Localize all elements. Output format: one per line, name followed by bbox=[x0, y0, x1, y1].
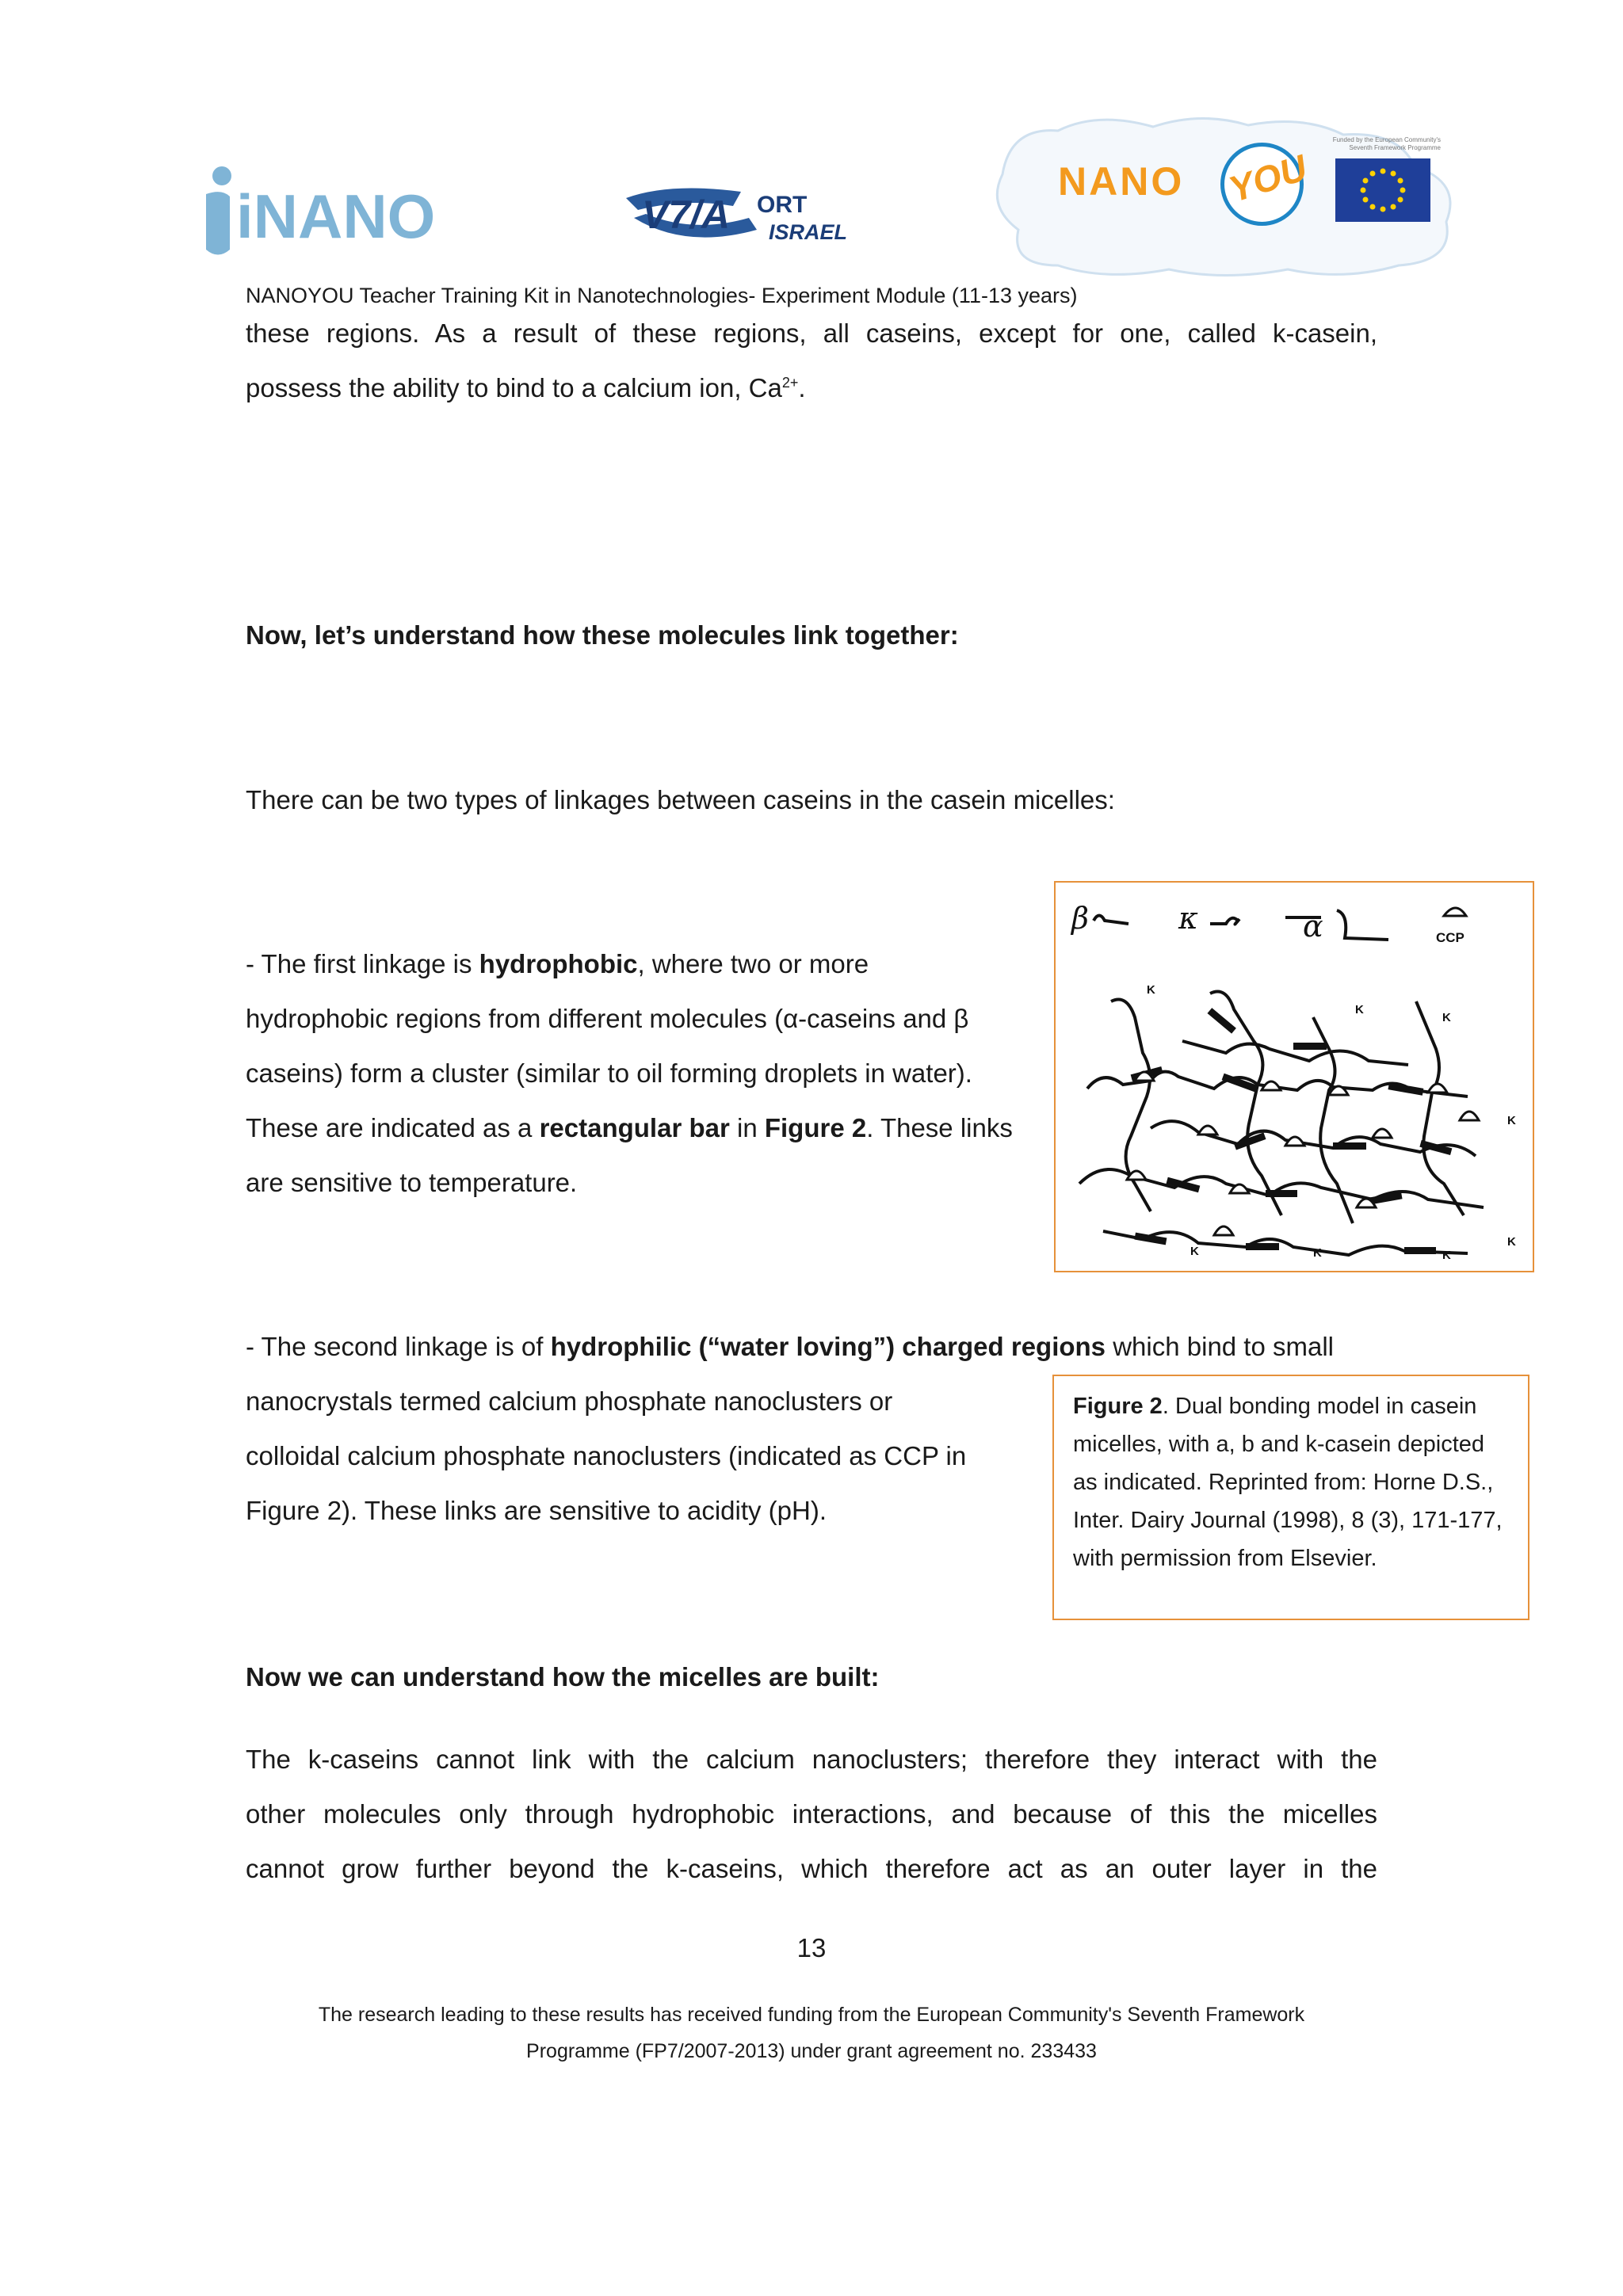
second-linkage-line-3: colloidal calcium phosphate nanoclusters (indicated as CCP in bbox=[246, 1441, 967, 1470]
first-linkage-rest: , where two or more bbox=[637, 949, 869, 978]
figure-2-reference: Figure 2 bbox=[764, 1113, 867, 1142]
first-linkage-paragraph bbox=[246, 936, 1030, 1210]
funding-line-2: Programme (FP7/2007-2013) under grant agreement no. 233433 bbox=[526, 2040, 1097, 2062]
israel-logo-text: ISRAEL bbox=[769, 220, 848, 244]
funding-line-1: The research leading to these results has received funding from the European Community's Seventh Framework bbox=[318, 2004, 1305, 2026]
caption-text: . Dual bonding model in casein micelles, with a, b and k-casein depicted as indicated. Reprinted from: Horne D.S., Inter. Dairy Journal (1998), 8 (3), 171-177, with permission from Elsevier. bbox=[1073, 1394, 1503, 1571]
nanoyou-you-text: YOU bbox=[1224, 146, 1312, 211]
hydrophobic-bars bbox=[1131, 1008, 1453, 1254]
legend-alpha: α bbox=[1303, 909, 1323, 944]
kappa-label-5: K bbox=[1507, 1235, 1516, 1249]
ccp-legend-icon bbox=[1444, 908, 1466, 916]
first-linkage-line-4 bbox=[246, 1100, 1030, 1155]
kappa-label-7: K bbox=[1313, 1246, 1322, 1260]
kappa-label-8: K bbox=[1442, 1249, 1451, 1262]
ccp-nanoclusters bbox=[1127, 1072, 1479, 1235]
kappa-label-1: K bbox=[1147, 983, 1155, 997]
inano-logo-text: iNANO bbox=[236, 181, 436, 251]
second-linkage-line-4: Figure 2). These links are sensitive to acidity (pH). bbox=[246, 1496, 827, 1525]
first-linkage-line-5: are sensitive to temperature. bbox=[246, 1168, 578, 1197]
first-linkage-intro: - The first linkage is bbox=[246, 949, 479, 978]
hydrophobic-term: hydrophobic bbox=[479, 949, 638, 978]
first-linkage-line-1 bbox=[246, 936, 1030, 991]
intro-line-2-end: . bbox=[798, 373, 806, 402]
second-linkage-rest: which bind to small bbox=[1106, 1332, 1335, 1361]
svg-text:V7/A: V7/A bbox=[642, 193, 731, 237]
page-number: 13 bbox=[796, 1933, 827, 1962]
intro-line-2 bbox=[246, 360, 1377, 415]
closing-line-3: cannot grow further beyond the k-caseins, which therefore act as an outer layer in the bbox=[246, 1854, 1377, 1883]
second-linkage-line-2: nanocrystals termed calcium phosphate nanoclusters or bbox=[246, 1386, 893, 1416]
kappa-label-4: K bbox=[1507, 1114, 1516, 1127]
kappa-label-3: K bbox=[1442, 1011, 1451, 1024]
kappa-label-2: K bbox=[1355, 1003, 1364, 1016]
legend-beta: β bbox=[1071, 901, 1089, 936]
second-linkage-line-1 bbox=[246, 1319, 1434, 1374]
closing-line-2: other molecules only through hydrophobic interactions, and because of this the micelles bbox=[246, 1799, 1377, 1829]
first-linkage-line-2: hydrophobic regions from different molecules (α-caseins and β bbox=[246, 1004, 969, 1033]
eu-flag-icon bbox=[1335, 158, 1430, 222]
calcium-charge: 2+ bbox=[781, 375, 799, 391]
line-4-text-c: . These links bbox=[866, 1113, 1013, 1142]
kappa-label-6: K bbox=[1190, 1245, 1199, 1258]
eu-funding-caption: Funded by the European Community's Seventh Framework Programme bbox=[1332, 136, 1441, 151]
line-4-text-b: in bbox=[729, 1113, 765, 1142]
legend-ccp: CCP bbox=[1436, 930, 1465, 945]
inano-logo bbox=[198, 158, 460, 261]
running-header: NANOYOU Teacher Training Kit in Nanotechnologies- Experiment Module (11-13 years) bbox=[246, 284, 1078, 307]
casein-network bbox=[1079, 992, 1484, 1256]
closing-line-1: The k-caseins cannot link with the calcium nanoclusters; therefore they interact with the bbox=[246, 1745, 1377, 1774]
line-4-text-a: These are indicated as a bbox=[246, 1113, 540, 1142]
caption-figure-label: Figure 2 bbox=[1073, 1394, 1163, 1419]
ort-israel-logo bbox=[622, 174, 864, 254]
legend-alpha-chain bbox=[1285, 910, 1388, 940]
figure-2-caption bbox=[1052, 1375, 1529, 1620]
heading-micelles-built: Now we can understand how the micelles are built: bbox=[246, 1662, 880, 1691]
rectangular-bar-term: rectangular bar bbox=[539, 1113, 730, 1142]
hydrophilic-term: hydrophilic (“water loving”) charged regions bbox=[550, 1332, 1106, 1361]
legend-beta-chain bbox=[1094, 916, 1128, 925]
funding-footer bbox=[0, 1997, 1623, 2069]
second-linkage-paragraph bbox=[246, 1374, 1030, 1538]
heading-linkages: Now, let’s understand how these molecules link together: bbox=[246, 620, 959, 650]
types-sentence: There can be two types of linkages between caseins in the casein micelles: bbox=[246, 785, 1115, 814]
first-linkage-line-3: caseins) form a cluster (similar to oil forming droplets in water). bbox=[246, 1058, 972, 1088]
intro-line-1: these regions. As a result of these regions, all caseins, except for one, called k-casein, bbox=[246, 318, 1377, 348]
legend-kappa-chain bbox=[1210, 918, 1239, 925]
casein-micelle-drawing bbox=[1056, 883, 1533, 1271]
figure-2-diagram bbox=[1054, 881, 1534, 1272]
nanoyou-logo-text: NANO bbox=[1058, 159, 1185, 204]
second-linkage-intro: - The second linkage is of bbox=[246, 1332, 551, 1361]
ort-logo-text: ORT bbox=[757, 192, 808, 218]
closing-paragraph bbox=[246, 1732, 1377, 1896]
intro-line-2-text: possess the ability to bind to a calcium ion, Ca bbox=[246, 373, 782, 402]
legend-kappa: κ bbox=[1178, 901, 1198, 936]
